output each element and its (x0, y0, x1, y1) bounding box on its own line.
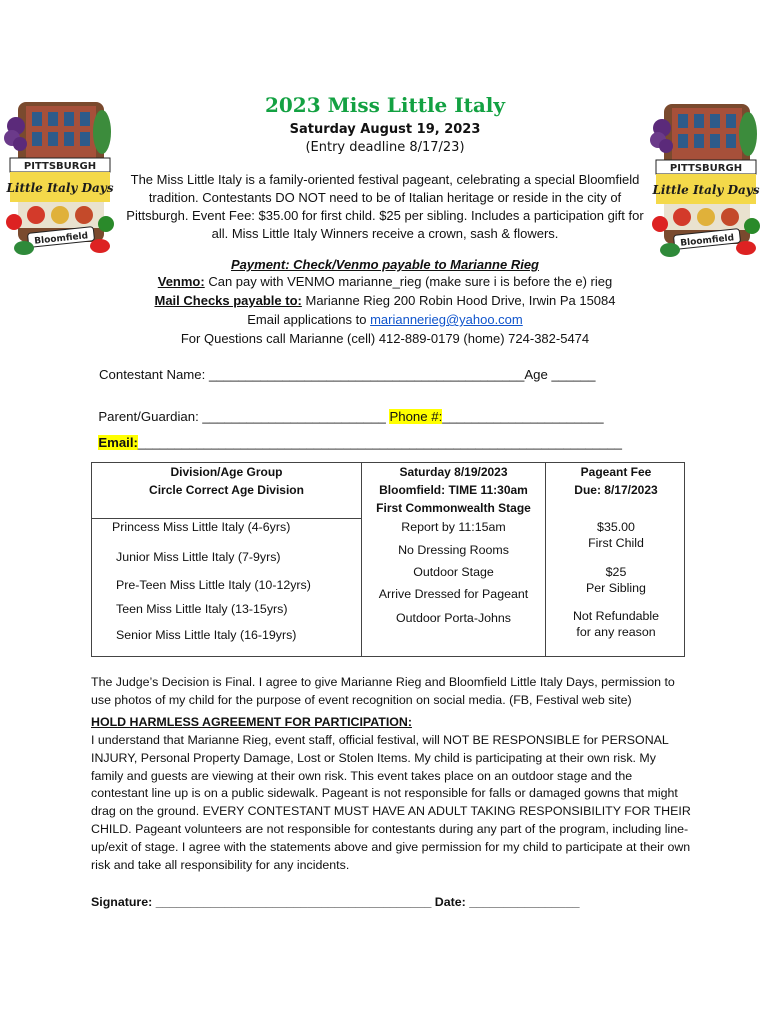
col2-header-line3: First Commonwealth Stage (376, 501, 531, 515)
mail-label: Mail Checks payable to: (154, 293, 302, 308)
fee-first-child (546, 519, 686, 551)
logo-right-text-2: Little Italy Days (652, 183, 760, 197)
mail-line (0, 293, 770, 308)
division-junior[interactable]: Junior Miss Little Italy (7-9yrs) (116, 550, 281, 564)
detail-dressing-rooms: No Dressing Rooms (398, 543, 509, 557)
questions-phone-line: For Questions call Marianne (cell) 412-889-0179 (home) 724-382-5474 (180, 331, 590, 346)
parent-guardian-field[interactable]: Parent/Guardian: _________________________ (98, 409, 390, 424)
division-teen[interactable]: Teen Miss Little Italy (13-15yrs) (116, 602, 288, 616)
email-link[interactable]: mariannerieg@yahoo.com (370, 312, 523, 327)
fee-first-label: First Child (588, 536, 644, 550)
venmo-line (0, 274, 770, 289)
logo-left-text-3: Bloomfield (33, 231, 89, 247)
fee-first-amount: $35.00 (597, 520, 635, 534)
page-title: 2023 Miss Little Italy (264, 93, 506, 117)
division-preteen[interactable]: Pre-Teen Miss Little Italy (10-12yrs) (116, 578, 311, 592)
fee-refund-line2: for any reason (576, 625, 656, 639)
intro-paragraph: The Miss Little Italy is a family-oriented festival pageant, celebrating a special Bloomfield tradition. Contestants DO NOT need to be of Italian heritage or reside in the city of Pittsburgh. Event Fee: $35.00 for first child. $25 per sibling. Includes a participation gift for all. Miss Little Italy Winners receive a crown, sash & flowers. (126, 172, 644, 241)
email-applications-line (0, 312, 770, 327)
signature-date-field[interactable]: Signature: ________________________________________ Date: ________________ (91, 895, 580, 909)
detail-report-time: Report by 11:15am (401, 520, 506, 534)
festival-logo-left (4, 92, 116, 264)
phone-field[interactable]: ______________________ (442, 409, 604, 424)
logo-left-text-1: PITTSBURGH (23, 161, 97, 172)
email-line (91, 420, 622, 450)
col1-header (92, 463, 361, 499)
fee-refund-line1: Not Refundable (572, 609, 660, 623)
email-field[interactable]: __________________________________________________________________ (137, 435, 622, 450)
col2-header (362, 463, 545, 517)
event-date: Saturday August 19, 2023 (289, 122, 481, 137)
col1-header-line2: Circle Correct Age Division (149, 483, 304, 497)
logo-left-text-2: Little Italy Days (6, 181, 114, 195)
phone-label: Phone #: (389, 409, 443, 424)
venmo-text: Can pay with VENMO marianne_rieg (make sure i is before the e) rieg (204, 274, 613, 289)
judge-permission-paragraph: The Judge’s Decision is Final. I agree to give Marianne Rieg and Bloomfield Little Italy Days, permission to use photos of my child for the purpose of event recognition on social media. (FB, Festival web site) (91, 675, 675, 707)
fee-refund-note (546, 608, 686, 640)
contestant-name-field[interactable]: Contestant Name: ___________________________________________Age ______ (99, 367, 596, 382)
entry-deadline: (Entry deadline 8/17/23) (305, 140, 465, 155)
logo-right-text-1: PITTSBURGH (669, 163, 743, 174)
division-table (91, 462, 685, 657)
fee-sibling-label: Per Sibling (586, 581, 646, 595)
col3-header-line1: Pageant Fee (580, 465, 652, 479)
mail-text: Marianne Rieg 200 Robin Hood Drive, Irwin Pa 15084 (301, 293, 616, 308)
email-prefix: Email applications to (247, 312, 371, 327)
payment-heading: Payment: Check/Venmo payable to Marianne Rieg (231, 257, 539, 272)
division-senior[interactable]: Senior Miss Little Italy (16-19yrs) (116, 628, 297, 642)
col2-header-line1: Saturday 8/19/2023 (399, 465, 508, 479)
division-princess[interactable]: Princess Miss Little Italy (4-6yrs) (112, 520, 291, 534)
detail-arrive-dressed: Arrive Dressed for Pageant (378, 587, 529, 601)
fee-sibling (546, 564, 686, 596)
col3-header-line2: Due: 8/17/2023 (574, 483, 658, 497)
hold-harmless-heading: HOLD HARMLESS AGREEMENT FOR PARTICIPATION: (91, 715, 412, 729)
email-label: Email: (98, 435, 138, 450)
logo-right-text-3: Bloomfield (679, 233, 735, 249)
fee-sibling-amount: $25 (605, 565, 627, 579)
col1-header-line1: Division/Age Group (170, 465, 283, 479)
venmo-label: Venmo: (157, 274, 205, 289)
detail-outdoor-stage: Outdoor Stage (413, 565, 494, 579)
festival-logo-right (650, 94, 762, 266)
col3-header (546, 463, 686, 499)
col2-header-line2: Bloomfield: TIME 11:30am (379, 483, 528, 497)
hold-harmless-body: I understand that Marianne Rieg, event staff, official festival, will NOT BE RESPONSIBLE for PERSONAL INJURY, Personal Property Damage, Lost or Stolen Items. My child is participating at their own risk. My family and guests are viewing at their own risk. This event takes place on an outdoor stage and the contestant line up is on a public sidewalk. Pageant is not responsible for falls or damaged gowns that might drag on the ground. EVERY CONTESTANT MUST HAVE AN ADULT TAKING RESPONSIBILITY FOR THEIR CHILD. Pageant volunteers are not responsible for contestants during any part of the program, including line-up/exit of stage. I agree with the statements above and give permission for my child to participate at their own risk and take all responsibility for any incidents. (91, 733, 691, 872)
detail-porta-johns: Outdoor Porta-Johns (395, 611, 512, 625)
